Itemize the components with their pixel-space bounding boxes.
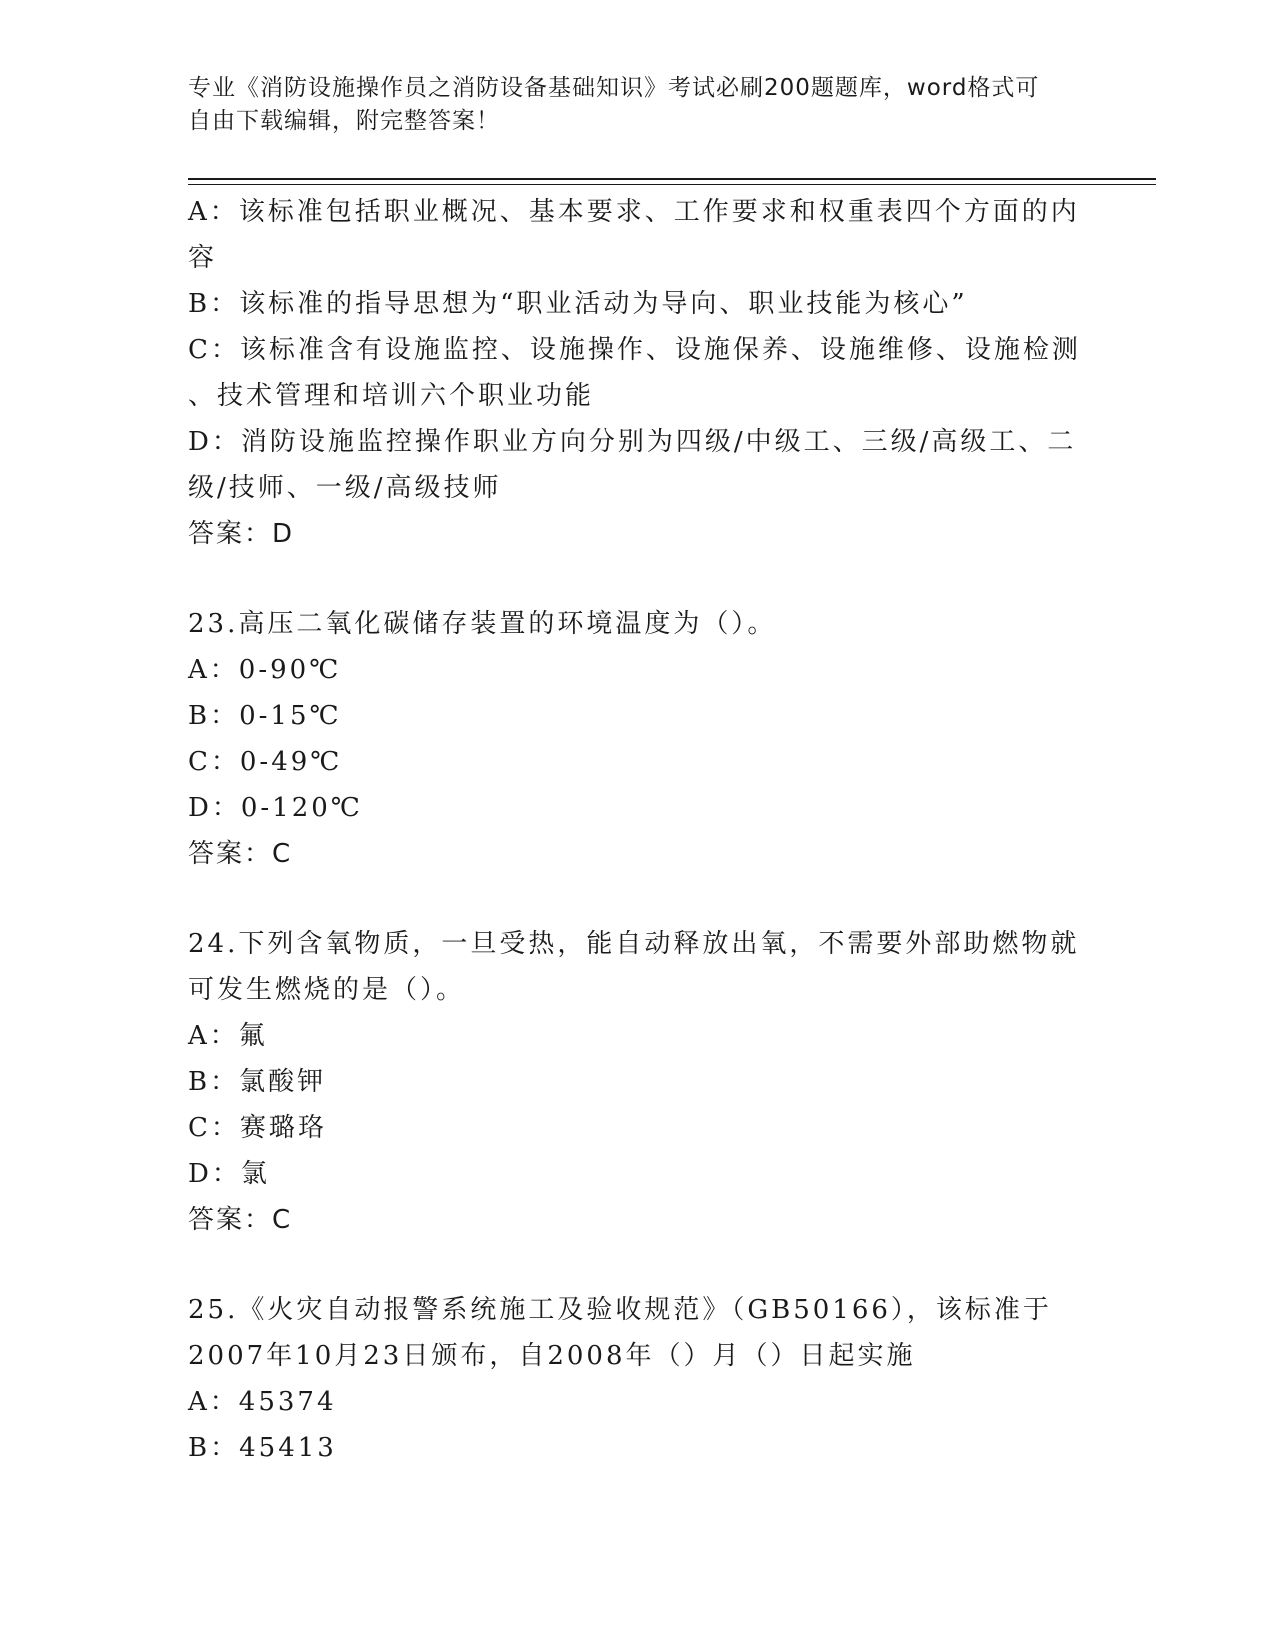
q25-question-line-1: 25.《火灾自动报警系统施工及验收规范》（GB50166），该标准于 <box>188 1295 1052 1325</box>
header-divider-thin <box>188 184 1156 185</box>
question-25-block <box>188 1287 1083 1471</box>
q24-answer: 答案：C <box>188 1205 293 1235</box>
q23-option-d: D：0-120℃ <box>188 793 363 823</box>
question-22-block <box>188 189 1083 557</box>
q25-option-a: A：45374 <box>188 1387 337 1417</box>
q22-option-d-line-1: D：消防设施监控操作职业方向分别为四级/中级工、三级/高级工、二 <box>188 427 1077 457</box>
q22-option-b: B：该标准的指导思想为“职业活动为导向、职业技能为核心” <box>188 289 968 319</box>
q23-question: 23.高压二氧化碳储存装置的环境温度为（）。 <box>188 609 777 639</box>
spacer <box>188 1243 1083 1287</box>
q22-answer: 答案：D <box>188 519 295 549</box>
q24-option-b: B：氯酸钾 <box>188 1067 327 1097</box>
spacer <box>188 877 1083 921</box>
q23-answer: 答案：C <box>188 839 293 869</box>
q25-option-b: B：45413 <box>188 1433 337 1463</box>
q24-question-line-2: 可发生燃烧的是（）。 <box>188 975 466 1005</box>
q22-option-d-line-2: 级/技师、一级/高级技师 <box>188 473 502 503</box>
q24-question-line-1: 24.下列含氧物质，一旦受热，能自动释放出氧，不需要外部助燃物就 <box>188 929 1080 959</box>
q23-option-a: A：0-90℃ <box>188 655 342 685</box>
q22-option-a-line-1: A：该标准包括职业概况、基本要求、工作要求和权重表四个方面的内 <box>188 197 1080 227</box>
header-divider-thick <box>188 178 1156 180</box>
question-23-block <box>188 601 1083 877</box>
header-line-2: 自由下载编辑，附完整答案！ <box>188 108 500 134</box>
q22-option-c-line-2: 、技术管理和培训六个职业功能 <box>188 381 595 411</box>
spacer <box>188 557 1083 601</box>
header-line-1: 专业《消防设施操作员之消防设备基础知识》考试必刷200题题库，word格式可 <box>188 75 1040 101</box>
q24-option-a: A：氟 <box>188 1021 268 1051</box>
q24-option-c: C：赛璐珞 <box>188 1113 327 1143</box>
q22-option-a-line-2: 容 <box>188 243 218 273</box>
q23-option-b: B：0-15℃ <box>188 701 342 731</box>
question-24-block <box>188 921 1083 1243</box>
question-list <box>188 189 1083 1471</box>
document-header <box>188 72 1088 138</box>
q23-option-c: C：0-49℃ <box>188 747 343 777</box>
q24-option-d: D：氯 <box>188 1159 270 1189</box>
q25-question-line-2: 2007年10月23日颁布，自2008年（）月（）日起实施 <box>188 1341 916 1371</box>
q22-option-c-line-1: C：该标准含有设施监控、设施操作、设施保养、设施维修、设施检测 <box>188 335 1081 365</box>
